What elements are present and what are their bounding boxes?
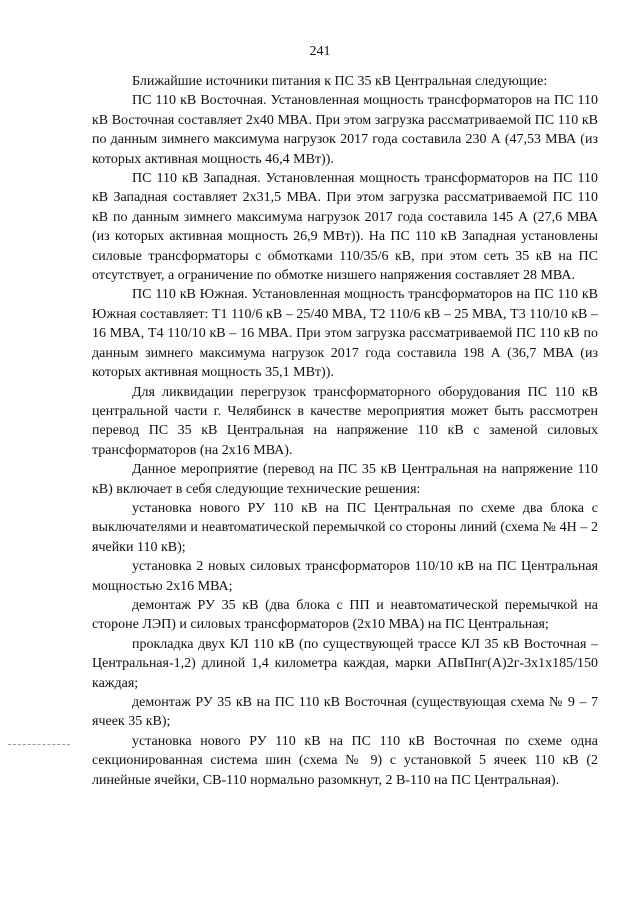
list-item-new-ru-central: установка нового РУ 110 кВ на ПС Центральная по схеме два блока с выключателями и неавтоматической перемычкой со стороны линий (схема № 4Н – 2 ячейки 110 кВ); bbox=[92, 500, 598, 555]
list-item-new-ru-vostochnaya: установка нового РУ 110 кВ на ПС 110 кВ Восточная по схеме одна секционированная система шин (схема № 9) с установкой 5 ячеек 110 кВ (2 линейные ячейки, СВ-110 нормально разомкнут, 2 В-110 на ПС Центральная). bbox=[92, 733, 598, 788]
list-item-dismantle-ru-vostochnaya: демонтаж РУ 35 кВ на ПС 110 кВ Восточная (существующая схема № 9 – 7 ячеек 35 кВ); bbox=[92, 695, 598, 730]
list-item-new-transformers: установка 2 новых силовых трансформаторов 110/10 кВ на ПС Центральная мощностью 2х16 МВА; bbox=[92, 559, 598, 594]
page-number: 241 bbox=[309, 44, 331, 59]
list-item-cable-laying: прокладка двух КЛ 110 кВ (по существующей трассе КЛ 35 кВ Восточная – Центральная-1,2) длиной 1,4 километра каждая, марки АПвПнг(А)2г-3х1х185/150 каждая; bbox=[92, 636, 598, 691]
paragraph-vostochnaya: ПС 110 кВ Восточная. Установленная мощность трансформаторов на ПС 110 кВ Восточная составляет 2х40 МВА. При этом загрузка рассматриваемой ПС 110 кВ по данным зимнего максимума нагрузок 2017 года составила 230 А (47,53 МВА (из которых активная мощность 46,4 МВт)). bbox=[92, 93, 598, 167]
paragraph-yuzhnaya: ПС 110 кВ Южная. Установленная мощность трансформаторов на ПС 110 кВ Южная составляет: Т1 110/6 кВ – 25/40 МВА, Т2 110/6 кВ – 25 МВА, Т3 110/10 кВ – 16 МВА, Т4 110/10 кВ – 16 МВА. При этом загрузка рассматриваемой ПС 110 кВ по данным зимнего максимума нагрузок 2017 года составила 198 А (36,7 МВА (из которых активная мощность 35,1 МВт)). bbox=[92, 287, 598, 381]
paragraph-intro: Ближайшие источники питания к ПС 35 кВ Центральная следующие: bbox=[132, 74, 548, 89]
paragraph-zapadnaya: ПС 110 кВ Западная. Установленная мощность трансформаторов на ПС 110 кВ Западная составляет 2х31,5 МВА. При этом загрузка рассматриваемой ПС 110 кВ по данным зимнего максимума нагрузок 2017 года составила 145 А (27,6 МВА (из которых активная мощность 26,9 МВт)). На ПС 110 кВ Западная установлены силовые трансформаторы с обмотками 110/35/6 кВ, при этом сеть 35 кВ на ПС отсутствует, а ограничение по обмотке низшего напряжения составляет 28 МВА. bbox=[92, 171, 598, 284]
document-body bbox=[92, 72, 598, 790]
scan-margin-mark bbox=[8, 744, 70, 745]
list-item-dismantle-ru-central: демонтаж РУ 35 кВ (два блока с ПП и неавтоматической перемычкой на стороне ЛЭП) и силовых трансформаторов (2х10 МВА) на ПС Центральная; bbox=[92, 597, 598, 633]
paragraph-measure: Для ликвидации перегрузок трансформаторного оборудования ПС 110 кВ центральной части г. Челябинск в качестве мероприятия может быть рассмотрен перевод ПС 35 кВ Центральная на напряжение 110 кВ с заменой силовых трансформаторов (на 2х16 МВА). bbox=[92, 384, 598, 458]
paragraph-solutions-intro: Данное мероприятие (перевод на ПС 35 кВ Центральная на напряжение 110 кВ) включает в себя следующие технические решения: bbox=[92, 462, 598, 497]
